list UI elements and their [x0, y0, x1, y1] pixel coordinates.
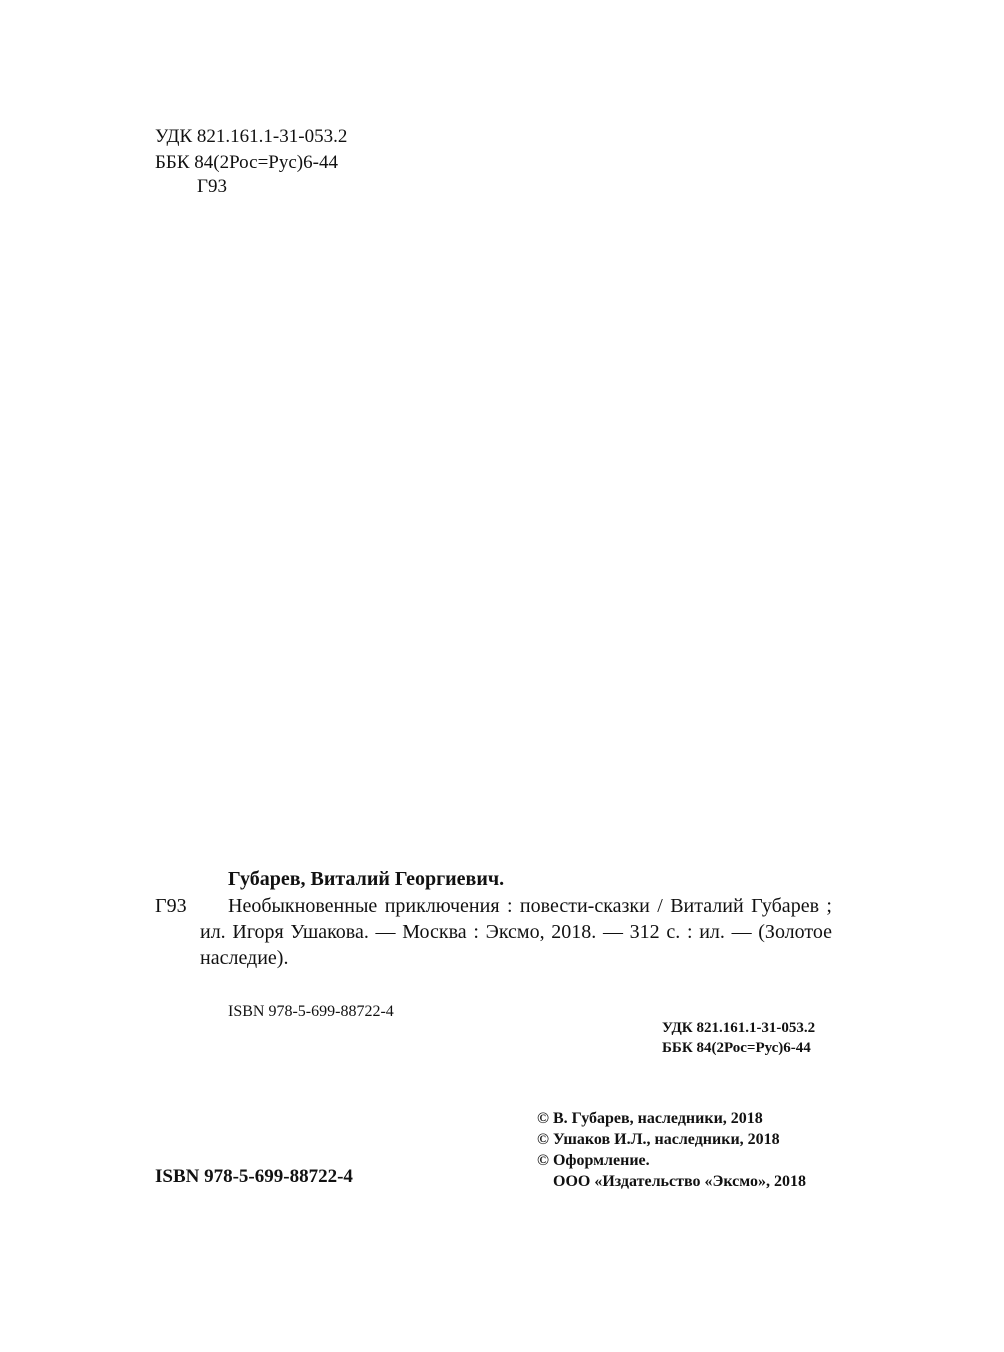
copyright-publisher: ООО «Издательство «Эксмо», 2018: [553, 1173, 806, 1190]
record-description: Необыкновенные приключения : повести-сказки / Виталий Губарев ; ил. Игоря Ушакова. — Москва : Эксмо, 2018. — 312 с. : ил. — (Золотое наследие).: [200, 895, 832, 969]
copyright-illustrator: © Ушаков И.Л., наследники, 2018: [537, 1131, 780, 1148]
bbk-code: ББК 84(2Рос=Рус)6-44: [155, 152, 338, 173]
record-isbn: ISBN 978-5-699-88722-4: [228, 1003, 394, 1020]
record-author: Губарев, Виталий Георгиевич.: [228, 868, 505, 890]
udk-code-small: УДК 821.161.1-31-053.2: [662, 1020, 816, 1036]
copyright-author: © В. Губарев, наследники, 2018: [537, 1110, 763, 1127]
record-author-mark: Г93: [155, 895, 187, 917]
copyright-design: © Оформление.: [537, 1152, 650, 1169]
udk-code: УДК 821.161.1-31-053.2: [155, 126, 348, 147]
bbk-code-small: ББК 84(2Рос=Рус)6-44: [662, 1040, 811, 1056]
author-mark: Г93: [197, 176, 227, 197]
isbn-main: ISBN 978-5-699-88722-4: [155, 1166, 353, 1187]
